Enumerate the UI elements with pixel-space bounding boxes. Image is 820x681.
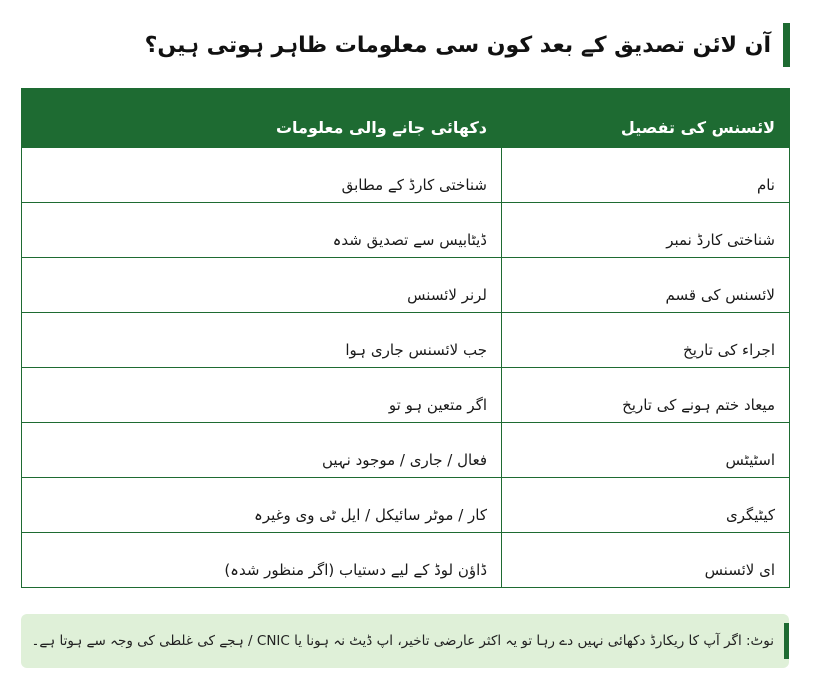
row-label: ای لائسنس bbox=[502, 533, 790, 588]
table-row bbox=[22, 533, 790, 588]
note-accent-bar bbox=[784, 623, 789, 659]
header-license-detail: لائسنس کی تفصیل bbox=[502, 89, 790, 148]
table-row bbox=[22, 423, 790, 478]
row-label: نام bbox=[502, 148, 790, 203]
table-row bbox=[22, 258, 790, 313]
table-row bbox=[22, 368, 790, 423]
row-value: ڈیٹابیس سے تصدیق شدہ bbox=[22, 203, 502, 258]
table-row bbox=[22, 203, 790, 258]
row-value: کار / موٹر سائیکل / ایل ٹی وی وغیرہ bbox=[22, 478, 502, 533]
header-displayed-info: دکھائی جانے والی معلومات bbox=[22, 89, 502, 148]
row-label: لائسنس کی قسم bbox=[502, 258, 790, 313]
table-row bbox=[22, 313, 790, 368]
page-heading bbox=[144, 20, 790, 70]
row-label: اسٹیٹس bbox=[502, 423, 790, 478]
note-text: نوٹ: اگر آپ کا ریکارڈ دکھائی نہیں دے رہا تو یہ اکثر عارضی تاخیر، اپ ڈیٹ نہ ہونا یا CNIC / ہجے کی غلطی کی وجہ سے ہوتا ہے۔ bbox=[31, 633, 774, 649]
row-value: جب لائسنس جاری ہوا bbox=[22, 313, 502, 368]
row-value: شناختی کارڈ کے مطابق bbox=[22, 148, 502, 203]
table-row bbox=[22, 478, 790, 533]
row-value: ڈاؤن لوڈ کے لیے دستیاب (اگر منظور شدہ) bbox=[22, 533, 502, 588]
heading-title: آن لائن تصدیق کے بعد کون سی معلومات ظاہر ہوتی ہیں؟ bbox=[144, 32, 771, 58]
license-info-table bbox=[21, 88, 790, 588]
note-box bbox=[21, 614, 789, 668]
row-label: میعاد ختم ہونے کی تاریخ bbox=[502, 368, 790, 423]
row-value: فعال / جاری / موجود نہیں bbox=[22, 423, 502, 478]
row-label: شناختی کارڈ نمبر bbox=[502, 203, 790, 258]
row-value: لرنر لائسنس bbox=[22, 258, 502, 313]
row-label: کیٹیگری bbox=[502, 478, 790, 533]
row-value: اگر متعین ہو تو bbox=[22, 368, 502, 423]
row-label: اجراء کی تاریخ bbox=[502, 313, 790, 368]
table-row bbox=[22, 148, 790, 203]
table-header-row bbox=[22, 89, 790, 148]
heading-accent-bar bbox=[783, 23, 790, 67]
